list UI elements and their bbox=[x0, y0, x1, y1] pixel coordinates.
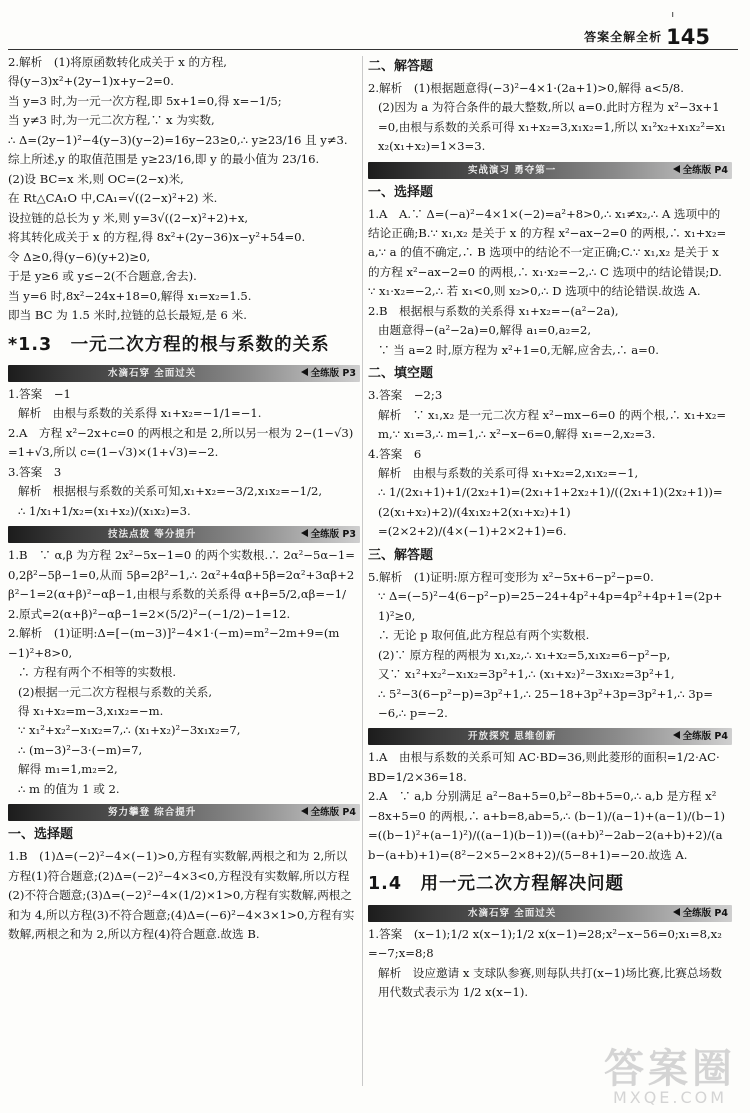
answer-line: (2)因为 a 为符合条件的最大整数,所以 a=0.此时方程为 x²−3x+1=0,由根与系数的关系可得 x₁+x₂=3,x₁x₂=1,所以 x₁²x₂+x₁x₂²=x₁x₂(x₁+x₂)=1×3=3. bbox=[378, 100, 726, 154]
column-divider bbox=[362, 56, 363, 1086]
answer-line: 2.A ∵ a,b 分别满足 a²−8a+5=0,b²−8b+5=0,∴ a,b 是方程 x²−8x+5=0 的两根,∴ a+b=8,ab=5,∴ (b−1)/(a−1)+(a−1)/(b−1)=((b−1)²+(a−1)²)/((a−1)(b−1))=((a+b)²−2ab−2(a+b)+2)/(ab−(a+b)+1)=(8²−2×5−2×8+2)/(5−8+1)=−20.故选 A. bbox=[368, 789, 725, 862]
answer-line: 即当 BC 为 1.5 米时,拉链的总长最短,是 6 米. bbox=[8, 308, 247, 323]
answer-line: 5.解析 (1)证明:原方程可变形为 x²−5x+6−p²−p=0. bbox=[368, 569, 654, 584]
section-banner bbox=[8, 365, 360, 382]
header-rule bbox=[8, 49, 738, 50]
answer-line: 解析 由根与系数的关系可得 x₁+x₂=2,x₁x₂=−1, bbox=[378, 465, 639, 480]
right-column bbox=[368, 53, 732, 1105]
answer-line: 解析 设应邀请 x 支球队参赛,则每队共打(x−1)场比赛,比赛总场数用代数式表示为 1/2 x(x−1). bbox=[378, 965, 722, 1000]
answer-line: 当 y≠3 时,为一元二次方程,∵ x 为实数, bbox=[8, 113, 215, 128]
answer-line: 在 Rt△CA₁O 中,CA₁=√((2−x)²+2) 米. bbox=[8, 191, 218, 206]
answer-line: 2.解析 (1)将原函数转化成关于 x 的方程, bbox=[8, 55, 227, 69]
answer-line: 得(y−3)x²+(2y−1)x+y−2=0. bbox=[8, 74, 174, 89]
section-banner bbox=[8, 526, 360, 543]
answer-line: 1.B (1)Δ=(−2)²−4×(−1)>0,方程有实数解,两根之和为 2,所以方程(1)符合题意;(2)Δ=(−2)²−4×3<0,方程没有实数解,所以方程(2)不符合题意;(3)Δ=(−2)²−4×(1/2)×1>0,方程有实数解,两根之和为 4,所以方程(3)不符合题意;(4)Δ=(−6)²−4×3×1>0,方程有实数解,两根之和为 2,所以方程(4)符合题意.故选 B. bbox=[8, 849, 355, 942]
answer-line: 4.答案 6 bbox=[368, 446, 422, 461]
answer-line: (2)根据一元二次方程根与系数的关系, bbox=[18, 684, 213, 699]
answer-line: ∵ 当 a=2 时,原方程为 x²+1=0,无解,应舍去,∴ a=0. bbox=[378, 342, 659, 357]
answer-line: 2.B 根据根与系数的关系得 x₁+x₂=−(a²−2a), bbox=[368, 303, 619, 318]
answer-line: 将其转化成关于 x 的方程,得 8x²+(2y−36)x−y²+54=0. bbox=[8, 230, 306, 245]
answer-line: ∵ x₁²+x₂²−x₁x₂=7,∴ (x₁+x₂)²−3x₁x₂=7, bbox=[18, 723, 241, 738]
answer-line: 当 y=6 时,8x²−24x+18=0,解得 x₁=x₂=1.5. bbox=[8, 288, 252, 303]
answer-line: 综上所述,y 的取值范围是 y≥23/16,即 y 的最小值为 23/16. bbox=[8, 152, 320, 167]
header-mark: ı bbox=[671, 10, 674, 20]
answer-line: ∴ Δ=(2y−1)²−4(y−3)(y−2)=16y−23≥0,∴ y≥23/16 且 y≠3. bbox=[8, 132, 348, 147]
section-heading: 三、解答题 bbox=[368, 547, 434, 563]
section-banner bbox=[8, 804, 360, 821]
section-banner bbox=[368, 728, 732, 745]
answer-line: 1.B ∵ α,β 为方程 2x²−5x−1=0 的两个实数根.∴ 2α²−5α−1=0,2β²−5β−1=0,从而 5β=2β²−1,∴ 2α²+4αβ+5β=2α²+3αβ+2β²−1=2(α+β)²−αβ−1,由根与系数的关系得 α+β=5/2,αβ=−1/2.原式=2(α+β)²−αβ−1=2×(5/2)²−(−1/2)−1=12. bbox=[8, 548, 355, 621]
chapter-heading: 1.4 用一元二次方程解决问题 bbox=[368, 874, 625, 895]
answer-line: ∴ 1/x₁+1/x₂=(x₁+x₂)/(x₁x₂)=3. bbox=[18, 503, 191, 518]
section-banner bbox=[368, 162, 732, 179]
answer-line: ∴ 1/(2x₁+1)+1/(2x₂+1)=(2x₁+1+2x₂+1)/((2x₁+1)(2x₂+1))=(2(x₁+x₂)+2)/(4x₁x₂+2(x₁+x₂)+1) bbox=[378, 485, 723, 519]
answer-line: ∴ 无论 p 取何值,此方程总有两个实数根. bbox=[378, 628, 590, 643]
watermark-logo bbox=[604, 1048, 736, 1107]
answer-line: 2.解析 (1)证明:Δ=[−(m−3)]²−4×1·(−m)=m²−2m+9=(m−1)²+8>0, bbox=[8, 626, 340, 660]
answer-line: 令 Δ≥0,得(y−6)(y+2)≥0, bbox=[8, 249, 151, 264]
answer-line: 1.答案 −1 bbox=[8, 386, 71, 401]
answer-line: 2.解析 (1)根据题意得(−3)²−4×1·(2a+1)>0,解得 a<5/8. bbox=[368, 80, 684, 95]
section-banner-ref: 全练版 P4 bbox=[673, 729, 728, 744]
answer-line: ∴ 5²−3(6−p²−p)=3p²+1,∴ 25−18+3p²+3p=3p²+1,∴ 3p=−6,∴ p=−2. bbox=[378, 686, 713, 720]
left-column bbox=[8, 53, 360, 1105]
answer-line: 当 y=3 时,为一元一次方程,即 5x+1=0,得 x=−1/5; bbox=[8, 93, 282, 108]
answer-line: 解析 由根与系数的关系得 x₁+x₂=−1/1=−1. bbox=[18, 406, 262, 421]
answer-line: 得 x₁+x₂=m−3,x₁x₂=−m. bbox=[18, 703, 164, 718]
answer-line: 解析 ∵ x₁,x₂ 是一元二次方程 x²−mx−6=0 的两个根,∴ x₁+x₂=m,∵ x₁=3,∴ m=1,∴ x²−x−6=0,解得 x₁=−2,x₂=3. bbox=[378, 407, 727, 442]
answer-line: ∴ (m−3)²−3·(−m)=7, bbox=[18, 742, 143, 757]
answer-line: 解得 m₁=1,m₂=2, bbox=[18, 762, 118, 777]
section-banner-ref: 全练版 P3 bbox=[301, 527, 356, 542]
answer-line: =(2×2+2)/(4×(−1)+2×2+1)=6. bbox=[378, 524, 567, 539]
answer-line: 2.A 方程 x²−2x+c=0 的两根之和是 2,所以另一根为 2−(1−√3)=1+√3,所以 c=(1−√3)×(1+√3)=−2. bbox=[8, 425, 354, 460]
answer-line: 由题意得−(a²−2a)=0,解得 a₁=0,a₂=2, bbox=[378, 323, 592, 338]
page-number: 145 bbox=[666, 25, 710, 49]
answer-line: 1.A 由根与系数的关系可知 AC·BD=36,则此菱形的面积=1/2·AC·BD=1/2×36=18. bbox=[368, 750, 720, 784]
answer-line: ∴ m 的值为 1 或 2. bbox=[18, 781, 120, 796]
answer-line: 又∵ x₁²+x₂²−x₁x₂=3p²+1,∴ (x₁+x₂)²−3x₁x₂=3p²+1, bbox=[378, 667, 675, 682]
answer-line: 设拉链的总长为 y 米,则 y=3√((2−x)²+2)+x, bbox=[8, 210, 249, 225]
section-heading: 一、选择题 bbox=[368, 184, 434, 200]
answer-line: (2)设 BC=x 米,则 OC=(2−x)米, bbox=[8, 171, 184, 186]
answer-line: 1.A A.∵ Δ=(−a)²−4×1×(−2)=a²+8>0,∴ x₁≠x₂,∴ A 选项中的结论正确;B.∵ x₁,x₂ 是关于 x 的方程 x²−ax−2=0 的两根,∴ x₁+x₂=a,∵ a 的值不确定,∴ B 选项中的结论不一定正确;C.∵ x₁,x₂ 是关于 x 的方程 x²−ax−2=0 的两根,∴ x₁·x₂=−2,∴ C 选项中的结论错误;D.∵ x₁·x₂=−2,∴ 若 x₁<0,则 x₂>0,∴ D 选项中的结论错误.故选 A. bbox=[368, 206, 727, 299]
section-banner-title: 开放探究 思维创新 bbox=[468, 731, 557, 743]
section-heading: 二、解答题 bbox=[368, 59, 434, 74]
watermark-text: 答案圈 bbox=[604, 1046, 736, 1093]
answer-line: 1.答案 (x−1);1/2 x(x−1);1/2 x(x−1)=28;x²−x−56=0;x₁=8,x₂=−7;x=8;8 bbox=[368, 926, 722, 961]
section-banner-title: 努力攀登 综合提升 bbox=[108, 807, 197, 819]
section-banner-ref: 全练版 P4 bbox=[673, 163, 728, 178]
section-banner-ref: 全练版 P4 bbox=[673, 906, 728, 921]
section-banner-title: 技法点拨 等分提升 bbox=[108, 529, 197, 541]
section-banner-title: 水滴石穿 全面过关 bbox=[108, 367, 197, 379]
answer-line: 解析 根据根与系数的关系可知,x₁+x₂=−3/2,x₁x₂=−1/2, bbox=[18, 484, 323, 499]
section-heading: 一、选择题 bbox=[8, 827, 74, 843]
section-banner-ref: 全练版 P4 bbox=[301, 805, 356, 820]
answer-line: 3.答案 −2;3 bbox=[368, 388, 443, 403]
section-banner-title: 水滴石穿 全面过关 bbox=[468, 907, 557, 919]
answer-line: 于是 y≥6 或 y≤−2(不合题意,舍去). bbox=[8, 269, 197, 284]
answer-line: ∴ 方程有两个不相等的实数根. bbox=[18, 665, 177, 680]
header-title: 答案全解全析 bbox=[584, 30, 663, 44]
section-banner-ref: 全练版 P3 bbox=[301, 366, 356, 381]
section-banner-title: 实战演习 勇夺第一 bbox=[468, 164, 557, 176]
section-heading: 二、填空题 bbox=[368, 366, 434, 382]
section-banner bbox=[368, 905, 732, 922]
chapter-heading: *1.3 一元二次方程的根与系数的关系 bbox=[8, 334, 330, 355]
answer-line: ∵ Δ=(−5)²−4(6−p²−p)=25−24+4p²+4p=4p²+4p+1=(2p+1)²≥0, bbox=[378, 589, 723, 623]
answer-line: 3.答案 3 bbox=[8, 464, 62, 479]
answer-line: (2)∵ 原方程的两根为 x₁,x₂,∴ x₁+x₂=5,x₁x₂=6−p²−p, bbox=[378, 647, 671, 662]
watermark-url: MXQE.COM bbox=[612, 1088, 728, 1108]
